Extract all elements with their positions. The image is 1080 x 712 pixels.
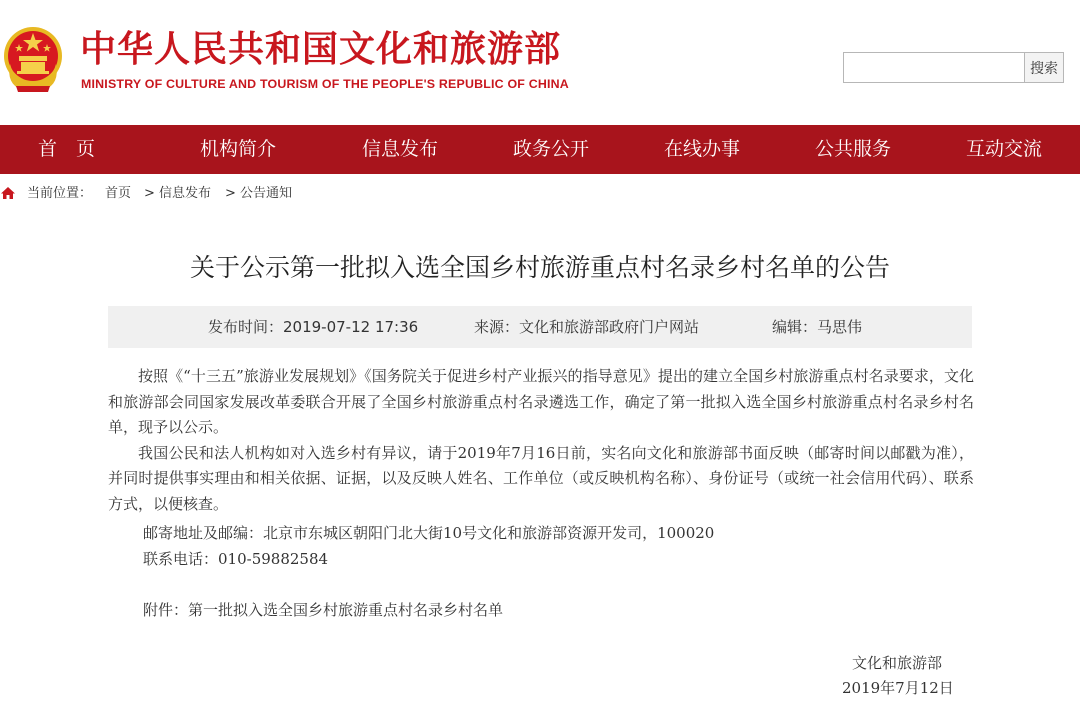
nav-item-about[interactable]: 机构简介: [200, 138, 277, 160]
national-emblem-icon: [2, 24, 64, 94]
attachment-link[interactable]: 附件：第一批拟入选全国乡村旅游重点村名录乡村名单: [143, 601, 504, 619]
nav-item-interaction[interactable]: 互动交流: [966, 138, 1043, 160]
site-title: 中华人民共和国文化和旅游部: [80, 29, 562, 70]
article-paragraph: 按照《“十三五”旅游业发展规划》《国务院关于促进乡村产业振兴的指导意见》提出的建立全国乡村旅游重点村名录要求，文化和旅游部会同国家发展改革委联合开展了全国乡村旅游重点村名录遴选工作，确定了第一批拟入选全国乡村旅游重点村名录乡村名单，现予以公示。: [108, 367, 974, 436]
search-input[interactable]: [843, 52, 1025, 83]
nav-item-online-service[interactable]: 在线办事: [664, 138, 741, 160]
breadcrumb-item-notice[interactable]: > 公告通知: [225, 186, 293, 201]
article-paragraph: 我国公民和法人机构如对入选乡村有异议，请于2019年7月16日前，实名向文化和旅游部书面反映（邮寄时间以邮戳为准），并同时提供事实理由和相关依据、证据，以及反映人姓名、工作单位（或反映机构名称）、身份证号（或统一社会信用代码）、联系方式，以便核查。: [108, 443, 974, 513]
article-body: [108, 364, 974, 517]
nav-item-gov-affairs[interactable]: 政务公开: [513, 138, 590, 160]
breadcrumb-item-news[interactable]: > 信息发布: [144, 186, 212, 201]
signature-date: 2019年7月12日: [842, 679, 954, 697]
publish-time: 发布时间：2019-07-12 17:36: [208, 318, 419, 336]
site-subtitle: MINISTRY OF CULTURE AND TOURISM OF THE PEOPLE'S REPUBLIC OF CHINA: [81, 77, 569, 91]
article-meta: [108, 306, 972, 348]
signature-org: 文化和旅游部: [852, 654, 943, 672]
home-icon: [0, 186, 16, 200]
nav-item-home[interactable]: 首 页: [38, 138, 96, 160]
contact-phone: 联系电话：010-59882584: [143, 550, 329, 568]
nav-item-news[interactable]: 信息发布: [362, 138, 439, 160]
breadcrumb: [0, 174, 1080, 214]
article-title: 关于公示第一批拟入选全国乡村旅游重点村名录乡村名单的公告: [189, 253, 890, 282]
article-source: 来源：文化和旅游部政府门户网站: [474, 318, 700, 336]
breadcrumb-prefix: 当前位置：: [27, 186, 93, 201]
main-nav: [0, 125, 1080, 174]
search-button[interactable]: 搜索: [1025, 52, 1064, 83]
mailing-address: 邮寄地址及邮编：北京市东城区朝阳门北大街10号文化和旅游部资源开发司，100020: [143, 524, 715, 542]
site-header: [0, 0, 1080, 125]
breadcrumb-item-home[interactable]: 首页: [105, 186, 132, 201]
nav-item-public-service[interactable]: 公共服务: [815, 138, 892, 160]
article-editor: 编辑：马思伟: [772, 318, 863, 336]
